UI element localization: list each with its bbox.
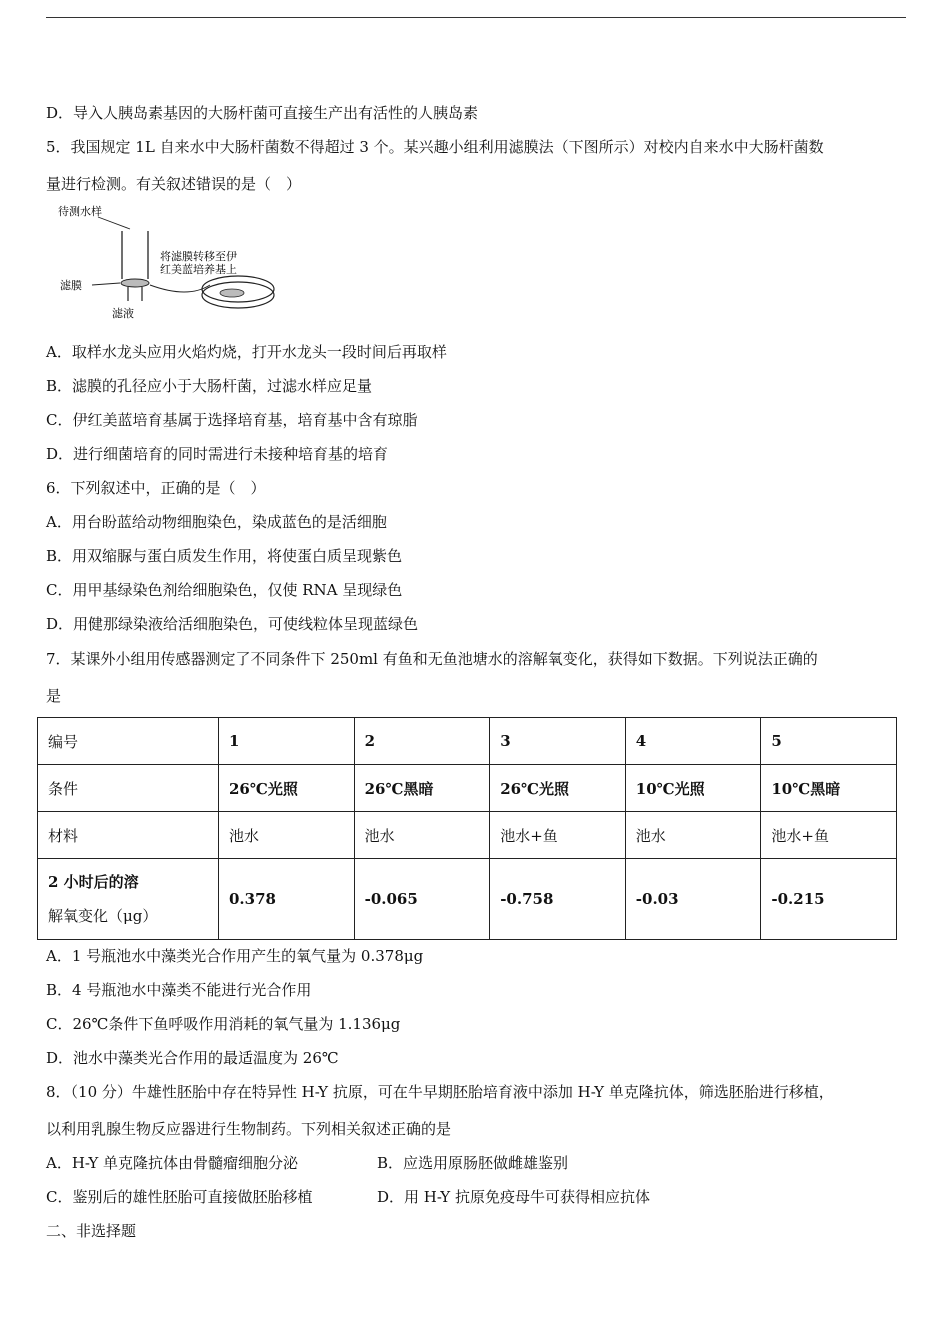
cell-material-3: 池水+鱼 xyxy=(490,812,626,859)
cell-condition-4: 10℃光照 xyxy=(625,765,761,812)
table-row-condition xyxy=(38,765,897,812)
cell-id-2: 2 xyxy=(354,718,490,765)
cell-change-5: -0.215 xyxy=(761,859,897,940)
oxygen-data-table xyxy=(37,717,897,940)
table-row-change xyxy=(38,859,897,940)
row-header-material: 材料 xyxy=(38,812,219,859)
cell-id-1: 1 xyxy=(219,718,355,765)
q8-stem-line2: 以利用乳腺生物反应器进行生物制药。下列相关叙述正确的是 xyxy=(46,1120,452,1138)
cell-id-3: 3 xyxy=(490,718,626,765)
cell-condition-2: 26℃黑暗 xyxy=(354,765,490,812)
q7-option-b: B．4 号瓶池水中藻类不能进行光合作用 xyxy=(46,981,312,999)
cell-change-4: -0.03 xyxy=(625,859,761,940)
cell-condition-1: 26℃光照 xyxy=(219,765,355,812)
q8-option-b: B．应选用原肠胚做雌雄鉴别 xyxy=(377,1154,569,1172)
q6-option-c: C．用甲基绿染色剂给细胞染色，仅使 RNA 呈现绿色 xyxy=(46,581,403,599)
q8-option-c: C．鉴别后的雄性胚胎可直接做胚胎移植 xyxy=(46,1188,313,1206)
q8-option-a: A．H-Y 单克隆抗体由骨髓瘤细胞分泌 xyxy=(46,1154,299,1172)
q5-option-c: C．伊红美蓝培育基属于选择培育基，培育基中含有琼脂 xyxy=(46,411,418,429)
q7-option-c: C．26℃条件下鱼呼吸作用消耗的氧气量为 1.136μg xyxy=(46,1015,401,1033)
q5-option-d: D．进行细菌培育的同时需进行未接种培育基的培育 xyxy=(46,445,389,463)
row-header-id: 编号 xyxy=(38,718,219,765)
q7-stem-line1: 7．某课外小组用传感器测定了不同条件下 250ml 有鱼和无鱼池塘水的溶解氧变化，获得如下数据。下列说法正确的 xyxy=(46,650,818,668)
section-two-heading: 二、非选择题 xyxy=(46,1222,137,1240)
table-row-id xyxy=(38,718,897,765)
cell-material-2: 池水 xyxy=(354,812,490,859)
label-transfer-1: 将滤膜转移至伊 xyxy=(160,250,237,263)
cell-id-4: 4 xyxy=(625,718,761,765)
table-row-material xyxy=(38,812,897,859)
q7-option-d: D．池水中藻类光合作用的最适温度为 26℃ xyxy=(46,1049,339,1067)
q7-stem-line2: 是 xyxy=(46,687,62,705)
top-rule xyxy=(46,17,906,18)
cell-change-3: -0.758 xyxy=(490,859,626,940)
q5-stem-line1: 5．我国规定 1L 自来水中大肠杆菌数不得超过 3 个。某兴趣小组利用滤膜法（下图所示）对校内自来水中大肠杆菌数 xyxy=(46,138,824,156)
row-header-change-line2: 解氧变化（μg） xyxy=(48,907,158,925)
q8-option-d: D．用 H-Y 抗原免疫母牛可获得相应抗体 xyxy=(377,1188,650,1206)
label-filtrate: 滤液 xyxy=(112,307,134,320)
q5-option-b: B．滤膜的孔径应小于大肠杆菌，过滤水样应足量 xyxy=(46,377,373,395)
q6-option-a: A．用台盼蓝给动物细胞染色，染成蓝色的是活细胞 xyxy=(46,513,387,531)
cell-material-1: 池水 xyxy=(219,812,355,859)
q6-option-d: D．用健那绿染液给活细胞染色，可使线粒体呈现蓝绿色 xyxy=(46,615,419,633)
label-transfer-2: 红美蓝培养基上 xyxy=(160,263,237,276)
filter-membrane-figure xyxy=(58,203,278,325)
cell-change-2: -0.065 xyxy=(354,859,490,940)
label-membrane: 滤膜 xyxy=(60,279,82,292)
q6-stem: 6．下列叙述中，正确的是（ ） xyxy=(46,479,266,497)
cell-condition-5: 10℃黑暗 xyxy=(761,765,897,812)
cell-id-5: 5 xyxy=(761,718,897,765)
cell-change-1: 0.378 xyxy=(219,859,355,940)
row-header-change-line1: 2 小时后的溶 xyxy=(48,873,139,891)
row-header-condition: 条件 xyxy=(38,765,219,812)
q8-stem-line1: 8．（10 分）牛雄性胚胎中存在特异性 H-Y 抗原，可在牛早期胚胎培育液中添加 H-Y 单克隆抗体，筛选胚胎进行移植， xyxy=(46,1083,834,1101)
q4-option-d: D．导入人胰岛素基因的大肠杆菌可直接生产出有活性的人胰岛素 xyxy=(46,104,479,122)
cell-material-5: 池水+鱼 xyxy=(761,812,897,859)
cell-material-4: 池水 xyxy=(625,812,761,859)
cell-condition-3: 26℃光照 xyxy=(490,765,626,812)
q7-option-a: A．1 号瓶池水中藻类光合作用产生的氧气量为 0.378μg xyxy=(46,947,424,965)
q5-stem-line2: 量进行检测。有关叙述错误的是（ ） xyxy=(46,175,302,193)
label-sample: 待测水样 xyxy=(58,205,102,218)
row-header-change xyxy=(38,859,219,940)
q6-option-b: B．用双缩脲与蛋白质发生作用，将使蛋白质呈现紫色 xyxy=(46,547,403,565)
q5-option-a: A．取样水龙头应用火焰灼烧，打开水龙头一段时间后再取样 xyxy=(46,343,447,361)
